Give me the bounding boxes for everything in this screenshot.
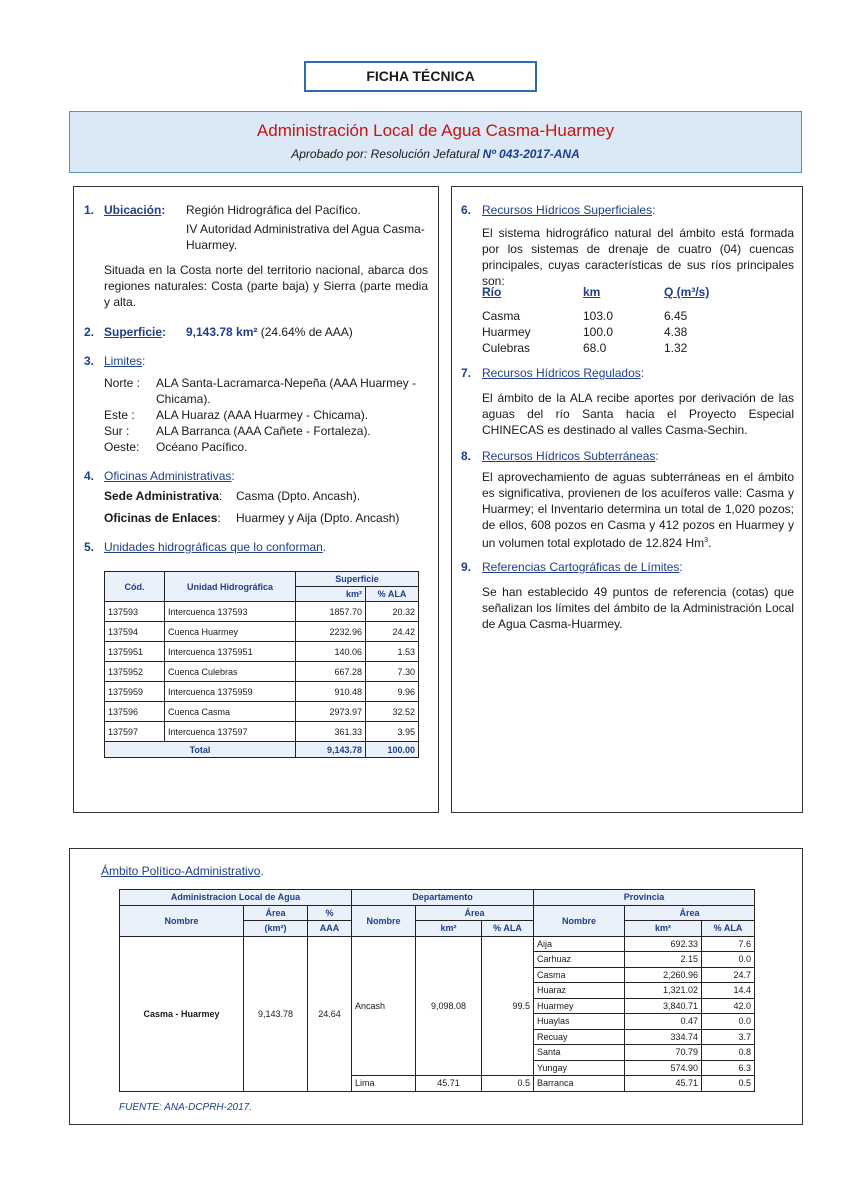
s6-label: Recursos Hídricos Superficiales	[482, 203, 653, 217]
left-panel	[73, 186, 439, 813]
source-note: FUENTE: ANA-DCPRH-2017.	[119, 1102, 252, 1113]
table-row: 137593 Intercuenca 137593 1857.70 20.32	[105, 602, 419, 622]
limit-dir-este: Este :	[104, 408, 135, 422]
s7-colon: :	[640, 366, 645, 380]
th-ala-nombre: Nombre	[120, 905, 244, 936]
table-row: Yungay 574.90 6.3	[120, 1060, 755, 1076]
s9-heading	[482, 559, 683, 575]
rio-km: 68.0	[583, 341, 607, 355]
th-ala: Administracion Local de Agua	[120, 890, 352, 906]
ala-area: 9,143.78	[244, 936, 308, 1091]
ficha-title: FICHA TÉCNICA	[304, 61, 537, 92]
s4-number: 4.	[84, 469, 95, 483]
enlaces-value: Huarmey y Aija (Dpto. Ancash)	[236, 511, 400, 525]
rio-name: Huarmey	[482, 325, 531, 339]
total-km2: 9,143.78	[296, 742, 366, 758]
approval-ref: Nº 043-2017-ANA	[482, 147, 580, 161]
unidades-table	[104, 571, 419, 758]
s5-number: 5.	[84, 540, 95, 554]
limit-text-norte: ALA Santa-Lacramarca-Nepeña (AAA Huarmey -	[156, 376, 417, 390]
th-cod: Cód.	[105, 572, 165, 602]
rio-name: Culebras	[482, 341, 531, 355]
rio-q: 1.32	[664, 341, 688, 355]
th-km2: km²	[296, 587, 366, 602]
table-row: Huaraz 1,321.02 14.4	[120, 983, 755, 999]
th-prov-pct: % ALA	[702, 921, 755, 937]
total-pct: 100.00	[366, 742, 419, 758]
th-prov-nombre: Nombre	[534, 905, 625, 936]
table-row: 1375959 Intercuenca 1375959 910.48 9.96	[105, 682, 419, 702]
table-row: 137597 Intercuenca 137597 361.33 3.95	[105, 722, 419, 742]
table-row: 1375952 Cuenca Culebras 667.28 7.30	[105, 662, 419, 682]
table-row: 137594 Cuenca Huarmey 2232.96 24.42	[105, 622, 419, 642]
ambito-table	[119, 889, 755, 1092]
th-rio-km: km	[583, 285, 601, 299]
dep-km2: 9,098.08	[416, 936, 482, 1076]
rio-name: Casma	[482, 309, 521, 323]
ambito-panel	[69, 848, 803, 1125]
enlaces-label: Oficinas de Enlaces:	[104, 511, 221, 525]
s8-label: Recursos Hídricos Subterráneas	[482, 449, 656, 463]
dep-km2: 45.71	[416, 1076, 482, 1092]
table-row: Casma 2,260.96 24.7	[120, 967, 755, 983]
table-row: Recuay 334.74 3.7	[120, 1029, 755, 1045]
s1-line1: Región Hidrográfica del Pacífico.	[186, 203, 361, 217]
s6-number: 6.	[461, 203, 472, 217]
s5-label: Unidades hidrográficas que lo conforman	[104, 540, 323, 554]
th-superficie: Superficie	[296, 572, 419, 587]
th-rio: Río	[482, 285, 502, 299]
th-ala-aaa: AAA	[308, 921, 352, 937]
rio-km: 100.0	[583, 325, 614, 339]
approval-prefix: Aprobado por: Resolución Jefatural	[291, 147, 483, 161]
s2-pct: (24.64% de AAA)	[257, 325, 353, 339]
s8-heading	[482, 448, 659, 464]
s6-colon: :	[652, 203, 656, 217]
s6-paragraph: El sistema hidrográfico natural del ámbito está formada por los sistemas de drenaje de cuatro (04) cuencas principales, cuyas características de sus ríos principales son:	[482, 226, 794, 288]
s1-line3: Huarmey.	[186, 238, 238, 252]
s2-value: 9,143.78 km²	[186, 325, 258, 339]
table-row: 137596 Cuenca Casma 2973.97 32.52	[105, 702, 419, 722]
ambito-dot: .	[260, 864, 264, 878]
approval-line	[70, 147, 801, 161]
dep-pct: 0.5	[482, 1076, 534, 1092]
s6-heading	[482, 202, 655, 218]
table-total-row	[105, 742, 419, 758]
th-dep-area: Área	[416, 905, 534, 921]
header-banner	[69, 111, 802, 173]
s8-colon: :	[655, 449, 659, 463]
s5-heading	[104, 539, 326, 555]
th-dep-nombre: Nombre	[352, 905, 416, 936]
ala-nombre: Casma - Huarmey	[120, 936, 244, 1091]
th-prov-area: Área	[625, 905, 755, 921]
sede-value: Casma (Dpto. Ancash).	[236, 489, 361, 503]
table-row: Lima 45.71 0.5 Barranca 45.71 0.5	[120, 1076, 755, 1092]
th-departamento: Departamento	[352, 890, 534, 906]
s9-number: 9.	[461, 560, 472, 574]
s7-heading	[482, 365, 644, 381]
table-row: Carhuaz 2.15 0.0	[120, 952, 755, 968]
total-label: Total	[105, 742, 296, 758]
ala-title: Administración Local de Agua Casma-Huarmey	[256, 121, 615, 140]
limit-dir-oeste: Oeste:	[104, 440, 140, 454]
th-rio-q: Q (m³/s)	[664, 285, 710, 299]
s1-line2: IV Autoridad Administrativa del Agua Casma-	[186, 222, 425, 236]
s1-number: 1.	[84, 203, 95, 217]
s1-paragraph: Situada en la Costa norte del territorio nacional, abarca dos regiones naturales: Costa (parte baja) y Sierra (parte media y alta.	[104, 263, 428, 309]
dep-pct: 99.5	[482, 936, 534, 1076]
s1-heading	[104, 202, 165, 218]
table-row: Santa 70.79 0.8	[120, 1045, 755, 1061]
ambito-heading	[101, 863, 264, 879]
s9-paragraph: Se han establecido 49 puntos de referencia (cotas) que señalizan los límites del ámbito de la Administración Local de Agua Casma-Huarmey.	[482, 585, 794, 631]
s7-paragraph: El ámbito de la ALA recibe aportes por derivación de las aguas del río Santa hacia el Proyecto Especial CHINECAS es destinado al valles Casma-Sechin.	[482, 391, 794, 437]
s7-number: 7.	[461, 366, 472, 380]
s3-label: Limites	[104, 354, 143, 368]
rio-q: 4.38	[664, 325, 688, 339]
s7-label: Recursos Hídricos Regulados	[482, 366, 641, 380]
ala-pct: 24.64	[308, 936, 352, 1091]
s2-value-line	[186, 324, 353, 340]
th-dep-pct: % ALA	[482, 921, 534, 937]
th-pct-ala: % ALA	[366, 587, 419, 602]
dep-nombre: Ancash	[352, 936, 416, 1076]
rio-q: 6.45	[664, 309, 688, 323]
th-unidad: Unidad Hidrográfica	[165, 572, 296, 602]
dep-nombre: Lima	[352, 1076, 416, 1092]
ambito-title: Ámbito Político-Administrativo	[101, 864, 261, 878]
rio-km: 103.0	[583, 309, 614, 323]
s2-number: 2.	[84, 325, 95, 339]
limit-text-sur: ALA Barranca (AAA Cañete - Fortaleza).	[156, 424, 371, 438]
th-ala-km2: (km²)	[244, 921, 308, 937]
right-panel	[451, 186, 803, 813]
table-row: Casma - Huarmey 9,143.78 24.64 Ancash 9,098.08 99.5 Aija 692.33 7.6	[120, 936, 755, 952]
s3-number: 3.	[84, 354, 95, 368]
s4-label: Oficinas Administrativas	[104, 469, 232, 483]
limit-text-norte-2: Chicama).	[156, 392, 211, 406]
s2-label: Superficie	[104, 325, 163, 339]
s8-paragraph: El aprovechamiento de aguas subterráneas en el ámbito es significativa, provienen de los acuíferos valle: Casma y Huarmey; el Inventario determina un total de 1,020 pozos; de ellos, 608 pozos en Casma y 412 pozos en Huarmey y un volumen total explotado de 12.824 Hm$^3$.	[482, 470, 794, 550]
th-ala-area: Área	[244, 905, 308, 921]
limit-text-oeste: Océano Pacífico.	[156, 440, 248, 454]
th-ala-pct: %	[308, 905, 352, 921]
limit-dir-sur: Sur :	[104, 424, 130, 438]
limit-text-este: ALA Huaraz (AAA Huarmey - Chicama).	[156, 408, 369, 422]
s3-heading	[104, 353, 145, 369]
s9-colon: :	[679, 560, 683, 574]
s3-colon: :	[142, 354, 146, 368]
s2-colon: :	[162, 325, 167, 339]
s5-dot: .	[322, 540, 327, 554]
table-row: Huaylas 0.47 0.0	[120, 1014, 755, 1030]
s4-heading	[104, 468, 235, 484]
table-row: Huarmey 3,840.71 42.0	[120, 998, 755, 1014]
s8-number: 8.	[461, 449, 472, 463]
th-prov-km2: km²	[625, 921, 702, 937]
sede-label: Sede Administrativa:	[104, 489, 223, 503]
s1-colon: :	[161, 203, 166, 217]
th-provincia: Provincia	[534, 890, 755, 906]
th-dep-km2: km²	[416, 921, 482, 937]
table-row: 1375951 Intercuenca 1375951 140.06 1.53	[105, 642, 419, 662]
s1-label: Ubicación	[104, 203, 162, 217]
limit-dir-norte: Norte :	[104, 376, 141, 390]
s2-heading	[104, 324, 166, 340]
s9-label: Referencias Cartográficas de Límites	[482, 560, 680, 574]
s4-colon: :	[231, 469, 235, 483]
